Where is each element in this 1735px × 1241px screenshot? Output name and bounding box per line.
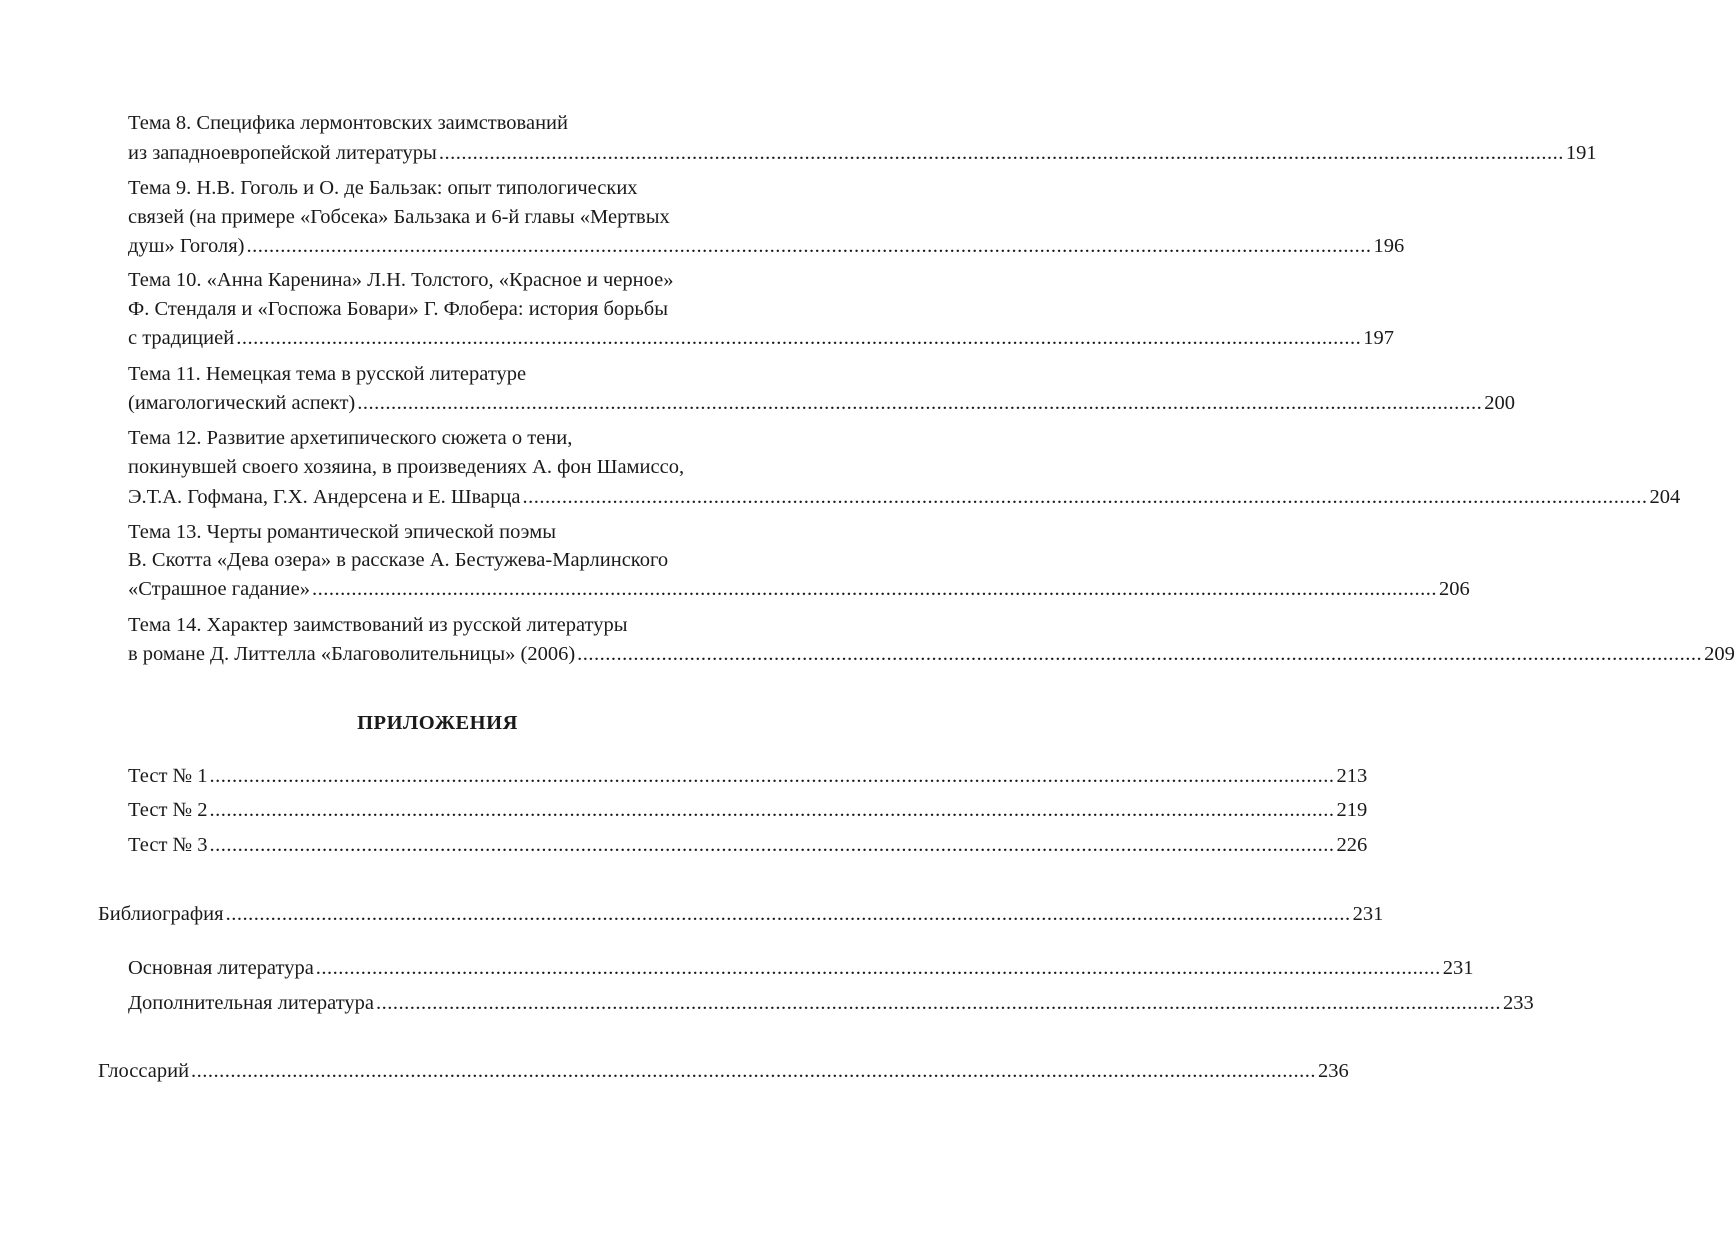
page-number: 191 xyxy=(1565,142,1597,164)
toc-entry-text: Тест № 2 xyxy=(128,799,208,821)
dot-leader: ........................................................................................................................................................................................................ xyxy=(209,799,1335,821)
toc-entry-12-line-1: Тема 12. Развитие архетипического сюжета о тени, xyxy=(128,427,573,449)
toc-bibliography[interactable] xyxy=(98,902,1384,926)
toc-test-3[interactable] xyxy=(128,833,1368,857)
toc-bibliography-main[interactable] xyxy=(128,956,1474,980)
page-number: 219 xyxy=(1336,799,1368,821)
toc-entry-9-line-2: связей (на примере «Гобсека» Бальзака и 6-й главы «Мертвых xyxy=(128,206,670,228)
toc-entry-13-line-3[interactable] xyxy=(128,577,1470,601)
toc-entry-text: Тест № 1 xyxy=(128,765,208,787)
dot-leader: ........................................................................................................................................................................................................ xyxy=(209,765,1335,787)
appendix-heading: ПРИЛОЖЕНИЯ xyxy=(357,712,518,734)
toc-entry-8-line-1: Тема 8. Специфика лермонтовских заимствований xyxy=(128,112,568,134)
dot-leader: ........................................................................................................................................................................................................ xyxy=(312,578,1438,600)
toc-entry-12-line-3[interactable] xyxy=(128,485,1681,509)
page-number: 233 xyxy=(1502,992,1534,1014)
toc-entry-13-line-1: Тема 13. Черты романтической эпической поэмы xyxy=(128,521,556,543)
toc-entry-10-line-3[interactable] xyxy=(128,326,1394,350)
toc-entry-text: Дополнительная литература xyxy=(128,992,374,1014)
dot-leader: ........................................................................................................................................................................................................ xyxy=(522,486,1648,508)
toc-entry-text: Библиография xyxy=(98,903,224,925)
toc-entry-text: Основная литература xyxy=(128,957,314,979)
toc-entry-text: с традицией xyxy=(128,327,235,349)
toc-entry-11-line-1: Тема 11. Немецкая тема в русской литературе xyxy=(128,363,527,385)
page-number: 209 xyxy=(1704,643,1735,665)
toc-entry-11-line-2[interactable] xyxy=(128,391,1516,415)
toc-entry-text: Глоссарий xyxy=(98,1060,190,1082)
page-number: 196 xyxy=(1373,235,1405,257)
toc-entry-text: из западноевропейской литературы xyxy=(128,142,437,164)
toc-test-1[interactable] xyxy=(128,764,1368,788)
toc-entry-text: «Страшное гадание» xyxy=(128,578,311,600)
toc-entry-12-line-2: покинувшей своего хозяина, в произведениях А. фон Шамиссо, xyxy=(128,456,685,478)
dot-leader: ........................................................................................................................................................................................................ xyxy=(225,903,1351,925)
toc-glossary[interactable] xyxy=(98,1059,1349,1083)
toc-entry-text: в романе Д. Литтелла «Благоволительницы» (2006) xyxy=(128,643,576,665)
page-number: 200 xyxy=(1484,392,1516,414)
toc-entry-9-line-3[interactable] xyxy=(128,234,1405,258)
dot-leader: ........................................................................................................................................................................................................ xyxy=(577,643,1703,665)
toc-bibliography-additional[interactable] xyxy=(128,991,1534,1015)
dot-leader: ........................................................................................................................................................................................................ xyxy=(246,235,1372,257)
dot-leader: ........................................................................................................................................................................................................ xyxy=(236,327,1362,349)
dot-leader: ........................................................................................................................................................................................................ xyxy=(375,992,1501,1014)
dot-leader: ........................................................................................................................................................................................................ xyxy=(191,1060,1317,1082)
page-number: 204 xyxy=(1649,486,1681,508)
page-number: 206 xyxy=(1439,578,1470,600)
toc-entry-14-line-2[interactable] xyxy=(128,642,1735,666)
toc-entry-text: душ» Гоголя) xyxy=(128,235,245,257)
dot-leader: ........................................................................................................................................................................................................ xyxy=(315,957,1441,979)
toc-entry-14-line-1: Тема 14. Характер заимствований из русской литературы xyxy=(128,614,628,636)
toc-entry-8-line-2[interactable] xyxy=(128,141,1597,165)
page-number: 231 xyxy=(1442,957,1474,979)
toc-entry-text: (имагологический аспект) xyxy=(128,392,356,414)
page-number: 197 xyxy=(1363,327,1394,349)
dot-leader: ........................................................................................................................................................................................................ xyxy=(438,142,1564,164)
page-number: 231 xyxy=(1352,903,1384,925)
dot-leader: ........................................................................................................................................................................................................ xyxy=(209,834,1335,856)
dot-leader: ........................................................................................................................................................................................................ xyxy=(357,392,1483,414)
toc-test-2[interactable] xyxy=(128,798,1368,822)
toc-entry-9-line-1: Тема 9. Н.В. Гоголь и О. де Бальзак: опыт типологических xyxy=(128,177,638,199)
toc-entry-text: Э.Т.А. Гофмана, Г.Х. Андерсена и Е. Шварца xyxy=(128,486,521,508)
toc-entry-text: Тест № 3 xyxy=(128,834,208,856)
toc-entry-10-line-2: Ф. Стендаля и «Госпожа Бовари» Г. Флобера: история борьбы xyxy=(128,298,668,320)
page-number: 226 xyxy=(1336,834,1368,856)
page-number: 213 xyxy=(1336,765,1368,787)
page-number: 236 xyxy=(1318,1060,1349,1082)
toc-entry-13-line-2: В. Скотта «Дева озера» в рассказе А. Бестужева-Марлинского xyxy=(128,549,669,571)
toc-entry-10-line-1: Тема 10. «Анна Каренина» Л.Н. Толстого, «Красное и черное» xyxy=(128,269,674,291)
